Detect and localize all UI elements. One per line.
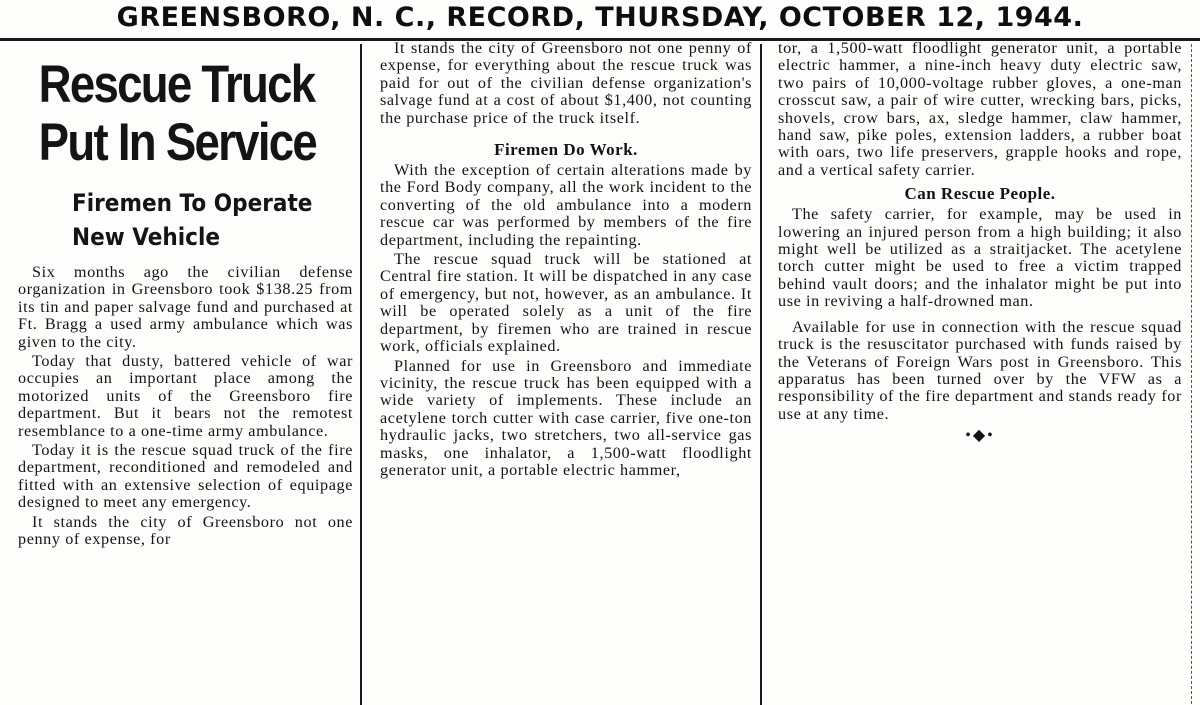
headline-line-1: Rescue Truck xyxy=(38,55,315,114)
subhead-firemen-do-work: Firemen Do Work. xyxy=(494,140,638,160)
paragraph: The safety carrier, for example, may be used in lowering an injured person from a high building; it also might well be utilized as a straitjacket. The acetylene torch cutter might be used to free a victim trapped behind vault doors; and the inhalator might be put into use in reviving a half-drowned man. xyxy=(778,205,1182,311)
paragraph: Today that dusty, battered vehicle of war occupies an important place among the motorized units of the Greensboro fire department. But it bears not the remotest resemblance to a one-time army ambulance. xyxy=(18,352,353,440)
paragraph: Six months ago the civilian defense organization in Greensboro took $138.25 from its tin and paper salvage fund and purchased at Ft. Bragg a used army ambulance which was given to the city. xyxy=(18,263,353,351)
paragraph: With the exception of certain alterations made by the Ford Body company, all the work incident to the converting of the old ambulance into a modern rescue car was performed by members of the fire department, including the repainting. xyxy=(380,161,752,249)
page-edge-rule xyxy=(1191,44,1198,704)
paragraph: Available for use in connection with the rescue squad truck is the resuscitator purchased with funds raised by the Veterans of Foreign Wars post in Greensboro. This apparatus has been turned over by the VFW as a responsibility of the fire department and stands ready for use at any time. xyxy=(778,317,1182,423)
paragraph: It stands the city of Greensboro not one penny of expense, for everything about the rescue truck was paid for out of the civilian defense organization's salvage fund at a cost of about $1,400, not counting the purchase price of the truck itself. xyxy=(380,40,752,127)
end-ornament: •◆• xyxy=(965,427,995,445)
paragraph: Today it is the rescue squad truck of the fire department, reconditioned and remodeled and fitted with an extensive selection of equipage designed to meet any emergency. xyxy=(18,441,353,512)
column-rule-1 xyxy=(360,44,362,705)
deck-line-1: Firemen To Operate xyxy=(72,189,313,217)
subhead-can-rescue-people: Can Rescue People. xyxy=(904,184,1056,204)
paragraph: Planned for use in Greensboro and immediate vicinity, the rescue truck has been equipped with a wide variety of implements. These include an acetylene torch cutter with case carrier, five one-ton hydraulic jacks, two stretchers, two all-service gas masks, one inhalator, a 1,500-watt floodlight generator unit, a portable electric hammer, xyxy=(380,356,752,479)
paragraph: tor, a 1,500-watt floodlight generator unit, a portable electric hammer, a nine-inch heavy duty electric saw, two pairs of 10,000-voltage rubber gloves, a one-man crosscut saw, a pair of wire cutter, wrecking bars, picks, shovels, crow bars, ax, sledge hammer, claw hammer, hand saw, pike poles, extension ladders, a rubber boat with oars, two life preservers, grapple hooks and rope, and a vertical safety carrier. xyxy=(778,40,1182,179)
article-column-2 xyxy=(380,40,752,705)
paragraph: The rescue squad truck will be stationed at Central fire station. It will be dispatched in any case of emergency, but not, however, as an ambulance. It will be operated solely as a unit of the fire department, by firemen who are trained in rescue work, officials explained. xyxy=(380,250,752,356)
article-column-1 xyxy=(18,40,353,705)
newspaper-masthead: GREENSBORO, N. C., RECORD, THURSDAY, OCTOBER 12, 1944. xyxy=(116,2,1084,33)
deck-line-2: New Vehicle xyxy=(72,223,221,251)
article-column-3 xyxy=(778,40,1182,705)
paragraph: It stands the city of Greensboro not one penny of expense, for xyxy=(18,512,353,549)
column-rule-2 xyxy=(760,44,762,705)
headline-line-2: Put In Service xyxy=(38,113,317,172)
